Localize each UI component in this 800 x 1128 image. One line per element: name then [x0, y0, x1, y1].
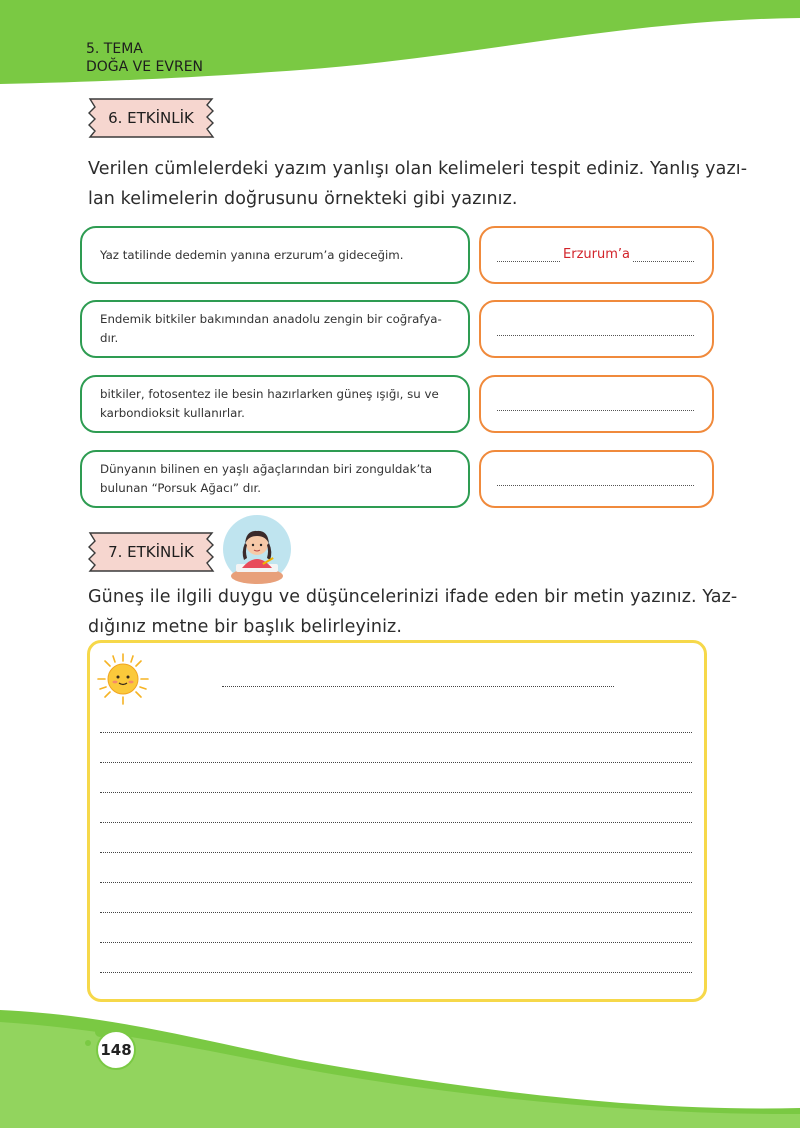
answer-example	[481, 247, 712, 262]
writing-dotted-line[interactable]	[100, 732, 692, 733]
answer-dotted-line	[497, 410, 694, 411]
answer-example-text: Erzurum’a	[563, 247, 630, 262]
answer-box[interactable]	[479, 226, 714, 284]
answer-box[interactable]	[479, 300, 714, 358]
writing-dotted-line[interactable]	[100, 942, 692, 943]
sentence-box	[80, 300, 470, 358]
unit-label: 5. TEMA	[86, 41, 143, 57]
sentence-text: Dünyanın bilinen en yaşlı ağaçlarından biri zonguldak’ta bulunan “Porsuk Ağacı” dır.	[100, 462, 433, 495]
activity7-badge	[86, 530, 216, 574]
theme-title: DOĞA VE EVREN	[86, 59, 204, 75]
activity6-badge	[86, 96, 216, 140]
activity6-badge-label: 6. ETKİNLİK	[108, 109, 194, 127]
title-dotted-line[interactable]	[222, 686, 614, 687]
girl-writing-illustration	[222, 514, 292, 584]
writing-dotted-line[interactable]	[100, 912, 692, 913]
sentence-box	[80, 226, 470, 284]
bubble-dot	[85, 1040, 91, 1046]
answer-dotted-line	[497, 485, 694, 486]
sentence-box	[80, 450, 470, 508]
sentence-text: bitkiler, fotosentez ile besin hazırlarken güneş ışığı, su ve karbondioksit kullanırlar.	[100, 387, 439, 420]
answer-dotted-line	[497, 335, 694, 336]
writing-dotted-line[interactable]	[100, 852, 692, 853]
instruction-line: Güneş ile ilgili duygu ve düşüncelerinizi ifade eden bir metin yazınız. Yaz-	[88, 587, 738, 607]
writing-dotted-line[interactable]	[100, 792, 692, 793]
writing-area-box	[87, 640, 707, 1002]
activity6-instruction	[88, 154, 747, 214]
page-number: 148	[96, 1030, 136, 1070]
writing-dotted-line[interactable]	[100, 762, 692, 763]
instruction-line: Verilen cümlelerdeki yazım yanlışı olan kelimeleri tespit ediniz. Yanlış yazı-	[88, 159, 748, 179]
instruction-line: lan kelimelerin doğrusunu örnekteki gibi yazınız.	[88, 189, 518, 209]
sentence-box	[80, 375, 470, 433]
instruction-line: dığınız metne bir başlık belirleyiniz.	[88, 617, 402, 637]
answer-box[interactable]	[479, 450, 714, 508]
sentence-text: Endemik bitkiler bakımından anadolu zengin bir coğrafya-dır.	[100, 312, 442, 345]
writing-dotted-line[interactable]	[100, 882, 692, 883]
activity7-badge-label: 7. ETKİNLİK	[108, 543, 194, 561]
sun-icon	[96, 652, 150, 706]
theme-header	[86, 40, 203, 76]
writing-dotted-line[interactable]	[100, 972, 692, 973]
sentence-text: Yaz tatilinde dedemin yanına erzurum’a gideceğim.	[100, 247, 404, 262]
writing-dotted-line[interactable]	[100, 822, 692, 823]
activity7-instruction	[88, 582, 737, 642]
answer-box[interactable]	[479, 375, 714, 433]
